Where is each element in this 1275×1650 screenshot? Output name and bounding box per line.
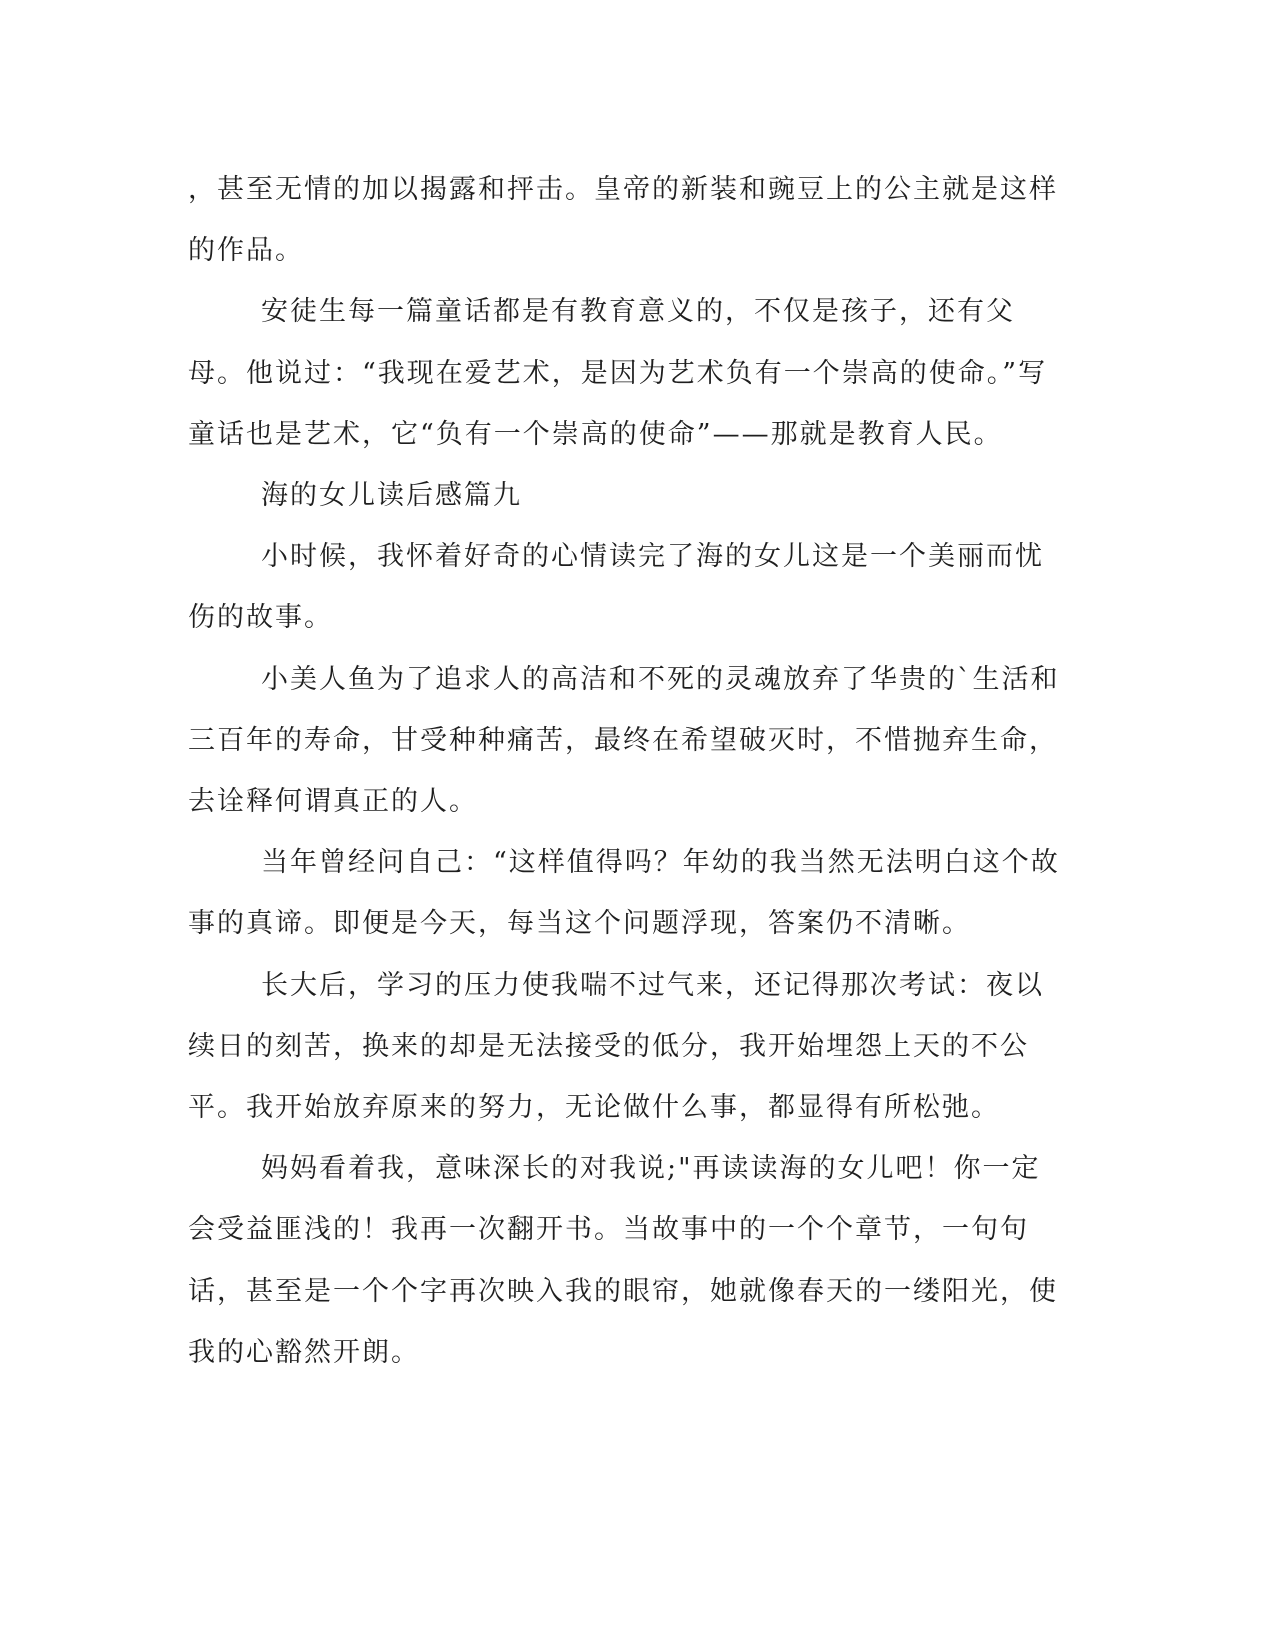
paragraph-continuation: ，甚至无情的加以揭露和抨击。皇帝的新装和豌豆上的公主就是这样的作品。 (188, 174, 1058, 267)
paragraph-little-mermaid: 小美人鱼为了追求人的高洁和不死的灵魂放弃了华贵的`生活和三百年的寿命，甘受种种痛苦，最终在希望破灭时，不惜抛弃生命，去诠释何谓真正的人。 (188, 663, 1060, 818)
paragraph-question: 当年曾经问自己：“这样值得吗？年幼的我当然无法明白这个故事的真谛。即便是今天，每当这个问题浮现，答案仍不清晰。 (188, 847, 1060, 940)
section-heading: 海的女儿读后感篇九 (261, 480, 522, 512)
paragraph-growing-up: 长大后，学习的压力使我喘不过气来，还记得那次考试：夜以续日的刻苦，换来的却是无法接受的低分，我开始埋怨上天的不公平。我开始放弃原来的努力，无论做什么事，都显得有所松弛。 (188, 969, 1044, 1124)
paragraph-childhood: 小时候，我怀着好奇的心情读完了海的女儿这是一个美丽而忧伤的故事。 (188, 541, 1044, 634)
paragraph-andersen-education: 安徒生每一篇童话都是有教育意义的，不仅是孩子，还有父母。他说过：“我现在爱艺术，是因为艺术负有一个崇高的使命。”写童话也是艺术，它“负有一个崇高的使命”——那就是教育人民。 (188, 296, 1048, 450)
paragraph-mother: 妈妈看着我，意味深长的对我说;"再读读海的女儿吧！你一定会受益匪浅的！我再一次翻开书。当故事中的一个个章节，一句句话，甚至是一个个字再次映入我的眼帘，她就像春天的一缕阳光，使我的心豁然开朗。 (188, 1153, 1058, 1368)
document-body (188, 159, 1068, 1383)
